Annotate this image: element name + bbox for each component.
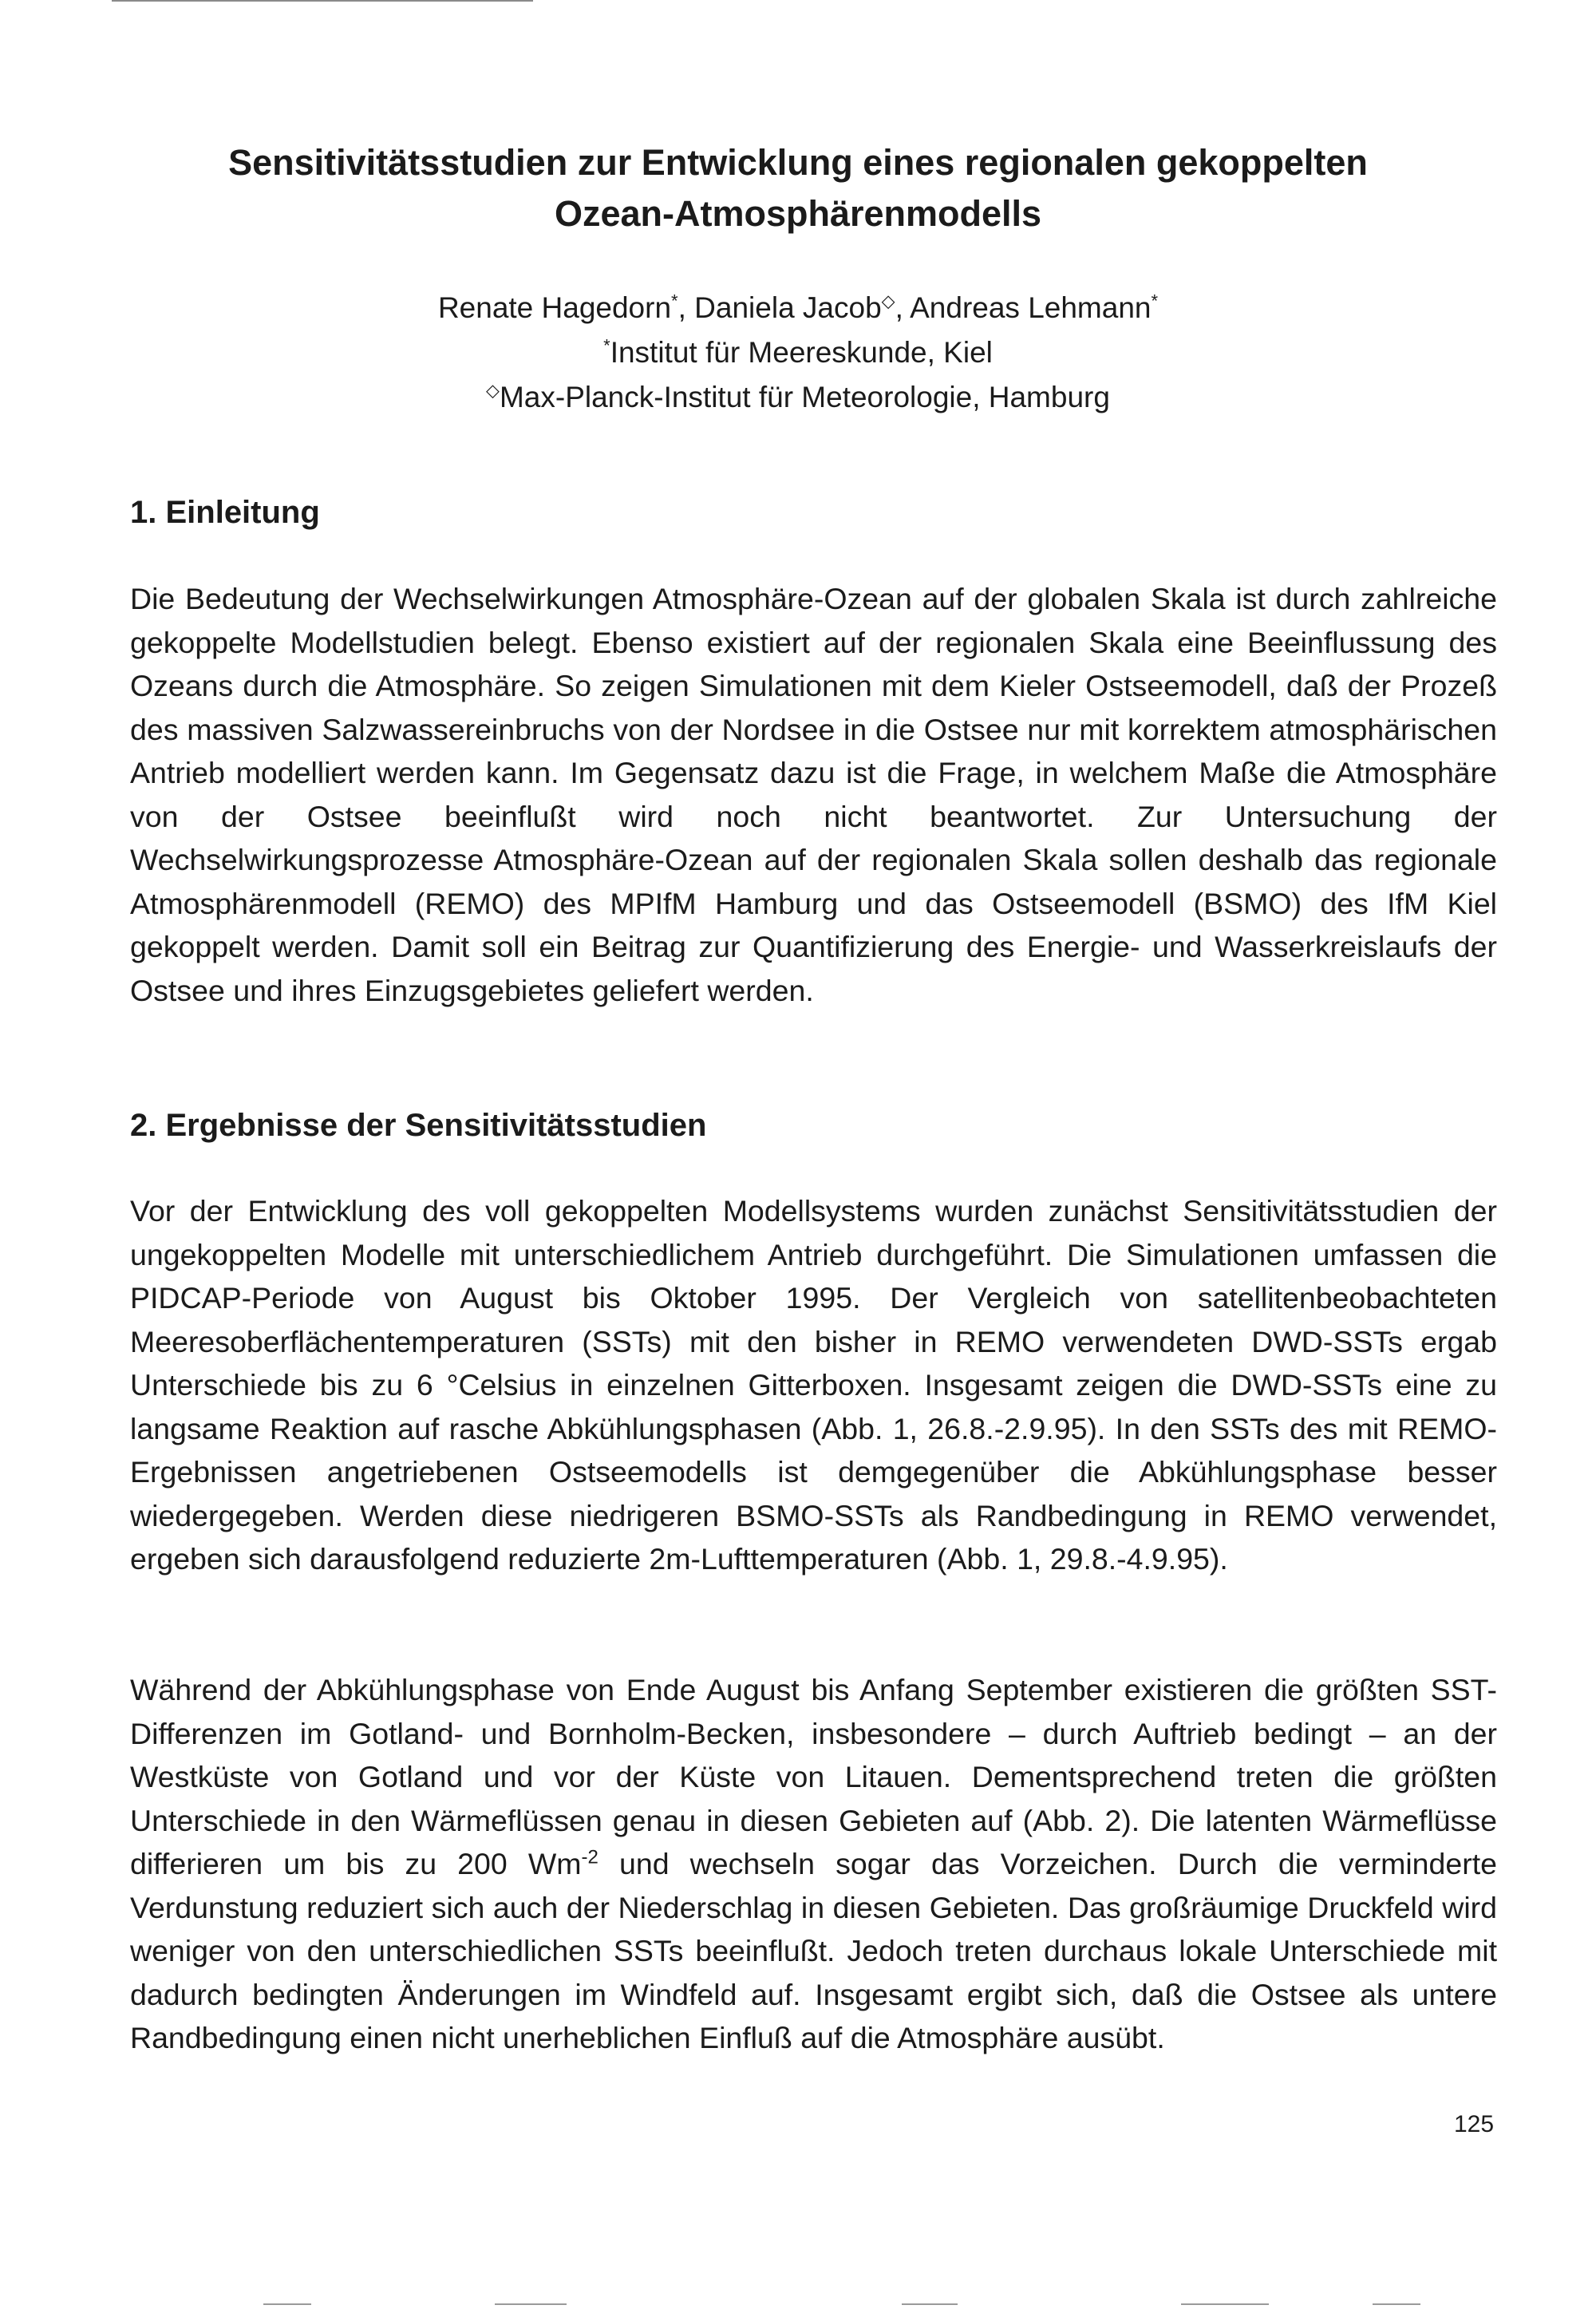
affiliation-hamburg	[367, 375, 1229, 420]
scan-edge-mark	[1373, 2303, 1420, 2305]
page-number: 125	[1454, 2111, 1495, 2137]
author-separator: ,	[678, 291, 695, 324]
scan-edge-mark	[1181, 2303, 1269, 2305]
affiliation-mark: *	[671, 291, 678, 311]
affiliation-mark: ◇	[486, 380, 500, 401]
author-hagedorn: Renate Hagedorn	[437, 291, 672, 324]
affiliation-mark: *	[1151, 291, 1159, 311]
scan-edge-mark	[495, 2303, 567, 2305]
affiliation-kiel	[367, 330, 1229, 375]
title-line-2: Ozean-Atmosphärenmodells	[554, 193, 1042, 234]
scan-edge-mark	[263, 2303, 311, 2305]
paragraph-ergebnisse-2-part-a: Während der Abkühlungsphase von Ende August bis Anfang September existieren die größten SST-Differenzen im Gotland- und Bornholm-Becken, insbesondere – durch Auftrieb bedingt – an der Westküste von Gotland und vor der Küste von Litauen. Dementsprechend treten die größten Unterschiede in den Wärmeflüssen genau in diesen Gebieten auf (Abb. 2). Die latenten Wärmeflüsse differieren um bis zu 200 Wm	[130, 1673, 1497, 1880]
paper-title	[128, 137, 1468, 239]
scan-edge-mark	[902, 2303, 958, 2305]
affiliation-mark: *	[603, 335, 610, 356]
exponent: -2	[581, 1846, 598, 1868]
paragraph-ergebnisse-2-part-b: und wechseln sogar das Vorzeichen. Durch die verminderte Verdunstung reduziert sich auch der Niederschlag in diesen Gebieten. Das großräumige Druckfeld wird weniger von den unterschiedlichen SSTs beeinflußt. Jedoch treten durchaus lokale Unterschiede mit dadurch bedingten Änderungen im Windfeld auf. Insgesamt ergibt sich, daß die Ostsee als untere Randbedingung einen nicht unerheblichen Einfluß auf die Atmosphäre ausübt.	[130, 1847, 1497, 2054]
title-line-1: Sensitivitätsstudien zur Entwicklung eines regionalen gekoppelten	[228, 142, 1368, 183]
author-separator: ,	[895, 291, 911, 324]
paragraph-einleitung: Die Bedeutung der Wechselwirkungen Atmosphäre-Ozean auf der globalen Skala ist durch zahlreiche gekoppelte Modellstudien belegt. Ebenso existiert auf der regionalen Skala eine Beeinflussung des Ozeans durch die Atmosphäre. So zeigen Simulationen mit dem Kieler Ostseemodell, daß der Prozeß des massiven Salzwassereinbruchs von der Nordsee in die Ostsee nur mit korrektem atmosphärischen Antrieb modelliert werden kann. Im Gegensatz dazu ist die Frage, in welchem Maße die Atmosphäre von der Ostsee beeinflußt wird noch nicht beantwortet. Zur Untersuchung der Wechselwirkungsprozesse Atmosphäre-Ozean auf der regionalen Skala sollen deshalb das regionale Atmosphärenmodell (REMO) des MPIfM Hamburg und das Ostseemodell (BSMO) des IfM Kiel gekoppelt werden. Damit soll ein Beitrag zur Quantifizierung des Energie- und Wasserkreislaufs der Ostsee und ihres Einzugsgebietes geliefert werden.	[130, 582, 1497, 1007]
affiliation-hamburg-text: Max-Planck-Institut für Meteorologie, Hamburg	[499, 381, 1110, 413]
paragraph-ergebnisse-2	[130, 1668, 1497, 2060]
section-heading-einleitung: 1. Einleitung	[130, 495, 320, 530]
paragraph-ergebnisse-1: Vor der Entwicklung des voll gekoppelten Modellsystems wurden zunächst Sensitivitätsstudien der ungekoppelten Modelle mit unterschiedlichem Antrieb durchgeführt. Die Simulationen umfassen die PIDCAP-Periode von August bis Oktober 1995. Der Vergleich von satellitenbeobachteten Meeresoberflächentemperaturen (SSTs) mit den bisher in REMO verwendeten DWD-SSTs ergab Unterschiede bis zu 6 °Celsius in einzelnen Gitterboxen. Insgesamt zeigen die DWD-SSTs eine zu langsame Reaktion auf rasche Abkühlungsphasen (Abb. 1, 26.8.-2.9.95). In den SSTs des mit REMO-Ergebnissen angetriebenen Ostseemodells ist demgegenüber die Abkühlungsphase besser wiedergegeben. Werden diese niedrigeren BSMO-SSTs als Randbedingung in REMO verwendet, ergeben sich darausfolgend reduzierte 2m-Lufttemperaturen (Abb. 1, 29.8.-4.9.95).	[130, 1194, 1497, 1576]
author-lehmann: Andreas Lehmann	[910, 291, 1152, 324]
author-block	[367, 286, 1229, 420]
affiliation-mark: ◇	[881, 291, 895, 311]
affiliation-kiel-text: Institut für Meereskunde, Kiel	[610, 336, 993, 369]
author-jacob: Daniela Jacob	[694, 291, 882, 324]
section-heading-ergebnisse: 2. Ergebnisse der Sensitivitätsstudien	[130, 1108, 707, 1143]
author-line	[367, 286, 1229, 330]
top-rule	[112, 0, 533, 2]
